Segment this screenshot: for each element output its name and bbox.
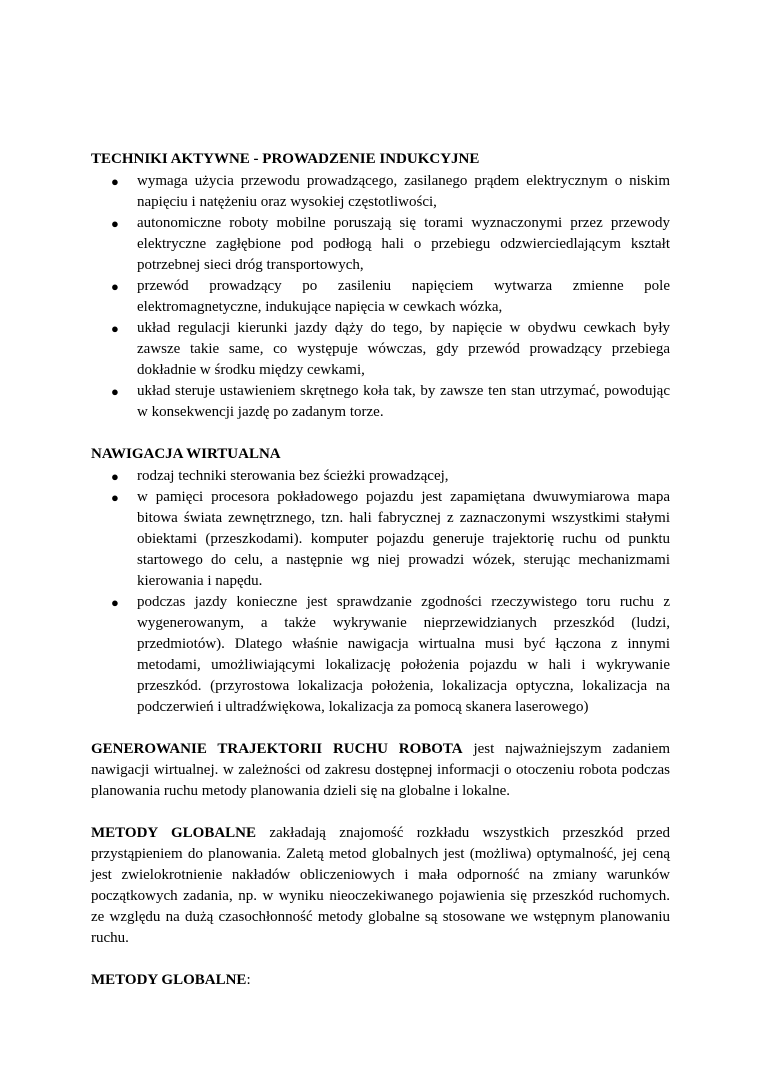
list-item-text: autonomiczne roboty mobilne poruszają się torami wyznaczonymi przez przewody elektryczne zagłębione pod podłogą hali o przebiegu odzwierciedlającym kształt potrzebnej sieci dróg transportowych, [137,215,670,273]
bullet-icon: ● [111,469,119,484]
list-item-text: wymaga użycia przewodu prowadzącego, zasilanego prądem elektrycznym o niskim napięciu i natężeniu oraz wysokiej częstotliwości, [137,173,670,210]
list-item-text: układ steruje ustawieniem skrętnego koła tak, by zawsze ten stan utrzymać, powodując w konsekwencji jazdę po zadanym torze. [137,383,670,420]
list-item [91,381,670,423]
bullet-icon: ● [111,279,119,294]
final-heading-bold: METODY GLOBALNE [91,972,247,988]
paragraph-bold-lead: METODY GLOBALNE [91,825,257,841]
bullet-icon: ● [111,384,119,399]
final-heading-block [91,970,670,991]
bullet-icon: ● [111,595,119,610]
bullet-icon: ● [111,174,119,189]
list-item [91,171,670,213]
paragraph [91,823,670,949]
list-item [91,276,670,318]
section-prowadzenie-indukcyjne [91,149,670,423]
list-item [91,592,670,718]
paragraph [91,739,670,802]
list-item-text: w pamięci procesora pokładowego pojazdu jest zapamiętana dwuwymiarowa mapa bitowa świata zewnętrznego, tzn. hali fabrycznej z zaznaczonymi wszystkimi stałymi obiektami (przeszkodami). komputer pojazdu generuje trajektorię ruchu od punktu startowego do celu, a następnie wg niej prowadzi wózek, sterując mechanizmami kierowania i napędu. [137,489,670,589]
section-heading: NAWIGACJA WIRTUALNA [91,446,281,462]
bullet-icon: ● [111,216,119,231]
paragraph-generowanie-trajektorii [91,739,670,802]
bullet-list [91,466,670,718]
document-page [91,149,670,991]
list-item-text: układ regulacji kierunki jazdy dąży do tego, by napięcie w obydwu cewkach były zawsze takie same, co występuje wówczas, gdy przewód prowadzący przebiega dokładnie w środku między cewkami, [137,320,670,378]
section-heading: TECHNIKI AKTYWNE - PROWADZENIE INDUKCYJNE [91,151,480,167]
list-item-text: przewód prowadzący po zasileniu napięciem wytwarza zmienne pole elektromagnetyczne, indukujące napięcia w cewkach wózka, [137,278,670,315]
list-item [91,213,670,276]
paragraph-text: zakładają znajomość rozkładu wszystkich przeszkód przed przystąpieniem do planowania. Zaletą metod globalnych jest (możliwa) optymalność, jej ceną jest zwielokrotnienie nakładów obliczeniowych i mała odporność na zmiany warunków początkowych zadania, np. w wyniku nieoczekiwanego pojawienia się przeszkód ruchomych. ze względu na dużą czasochłonność metody globalne są stosowane we wstępnym planowaniu ruchu. [91,825,670,946]
list-item-text: rodzaj techniki sterowania bez ścieżki prowadzącej, [137,468,449,484]
list-item [91,318,670,381]
list-item-text: podczas jazdy konieczne jest sprawdzanie zgodności rzeczywistego toru ruchu z wygenerowanym, a także wykrywanie nieprzewidzianych przeszkód (ludzi, przedmiotów). Dlatego właśnie nawigacja wirtualna musi być łączona z innymi metodami, umożliwiającymi lokalizację położenia pojazdu w hali i wykrywanie przeszkód. (przyrostowa lokalizacja położenia, lokalizacja optyczna, lokalizacja na podczerwień i ultradźwiękowa, lokalizacja za pomocą skanera laserowego) [137,594,670,715]
section-nawigacja-wirtualna [91,444,670,718]
bullet-list [91,171,670,423]
paragraph-bold-lead: GENEROWANIE TRAJEKTORII RUCHU ROBOTA [91,741,463,757]
bullet-icon: ● [111,490,119,505]
final-heading [91,970,670,991]
list-item [91,466,670,487]
bullet-icon: ● [111,321,119,336]
paragraph-text: jest najważniejszym zadaniem nawigacji wirtualnej. w zależności od zakresu dostępnej informacji o otoczeniu robota podczas planowania ruchu metody planowania dzieli się na globalne i lokalne. [91,741,670,799]
final-heading-suffix: : [246,972,251,988]
list-item [91,487,670,592]
paragraph-metody-globalne [91,823,670,949]
